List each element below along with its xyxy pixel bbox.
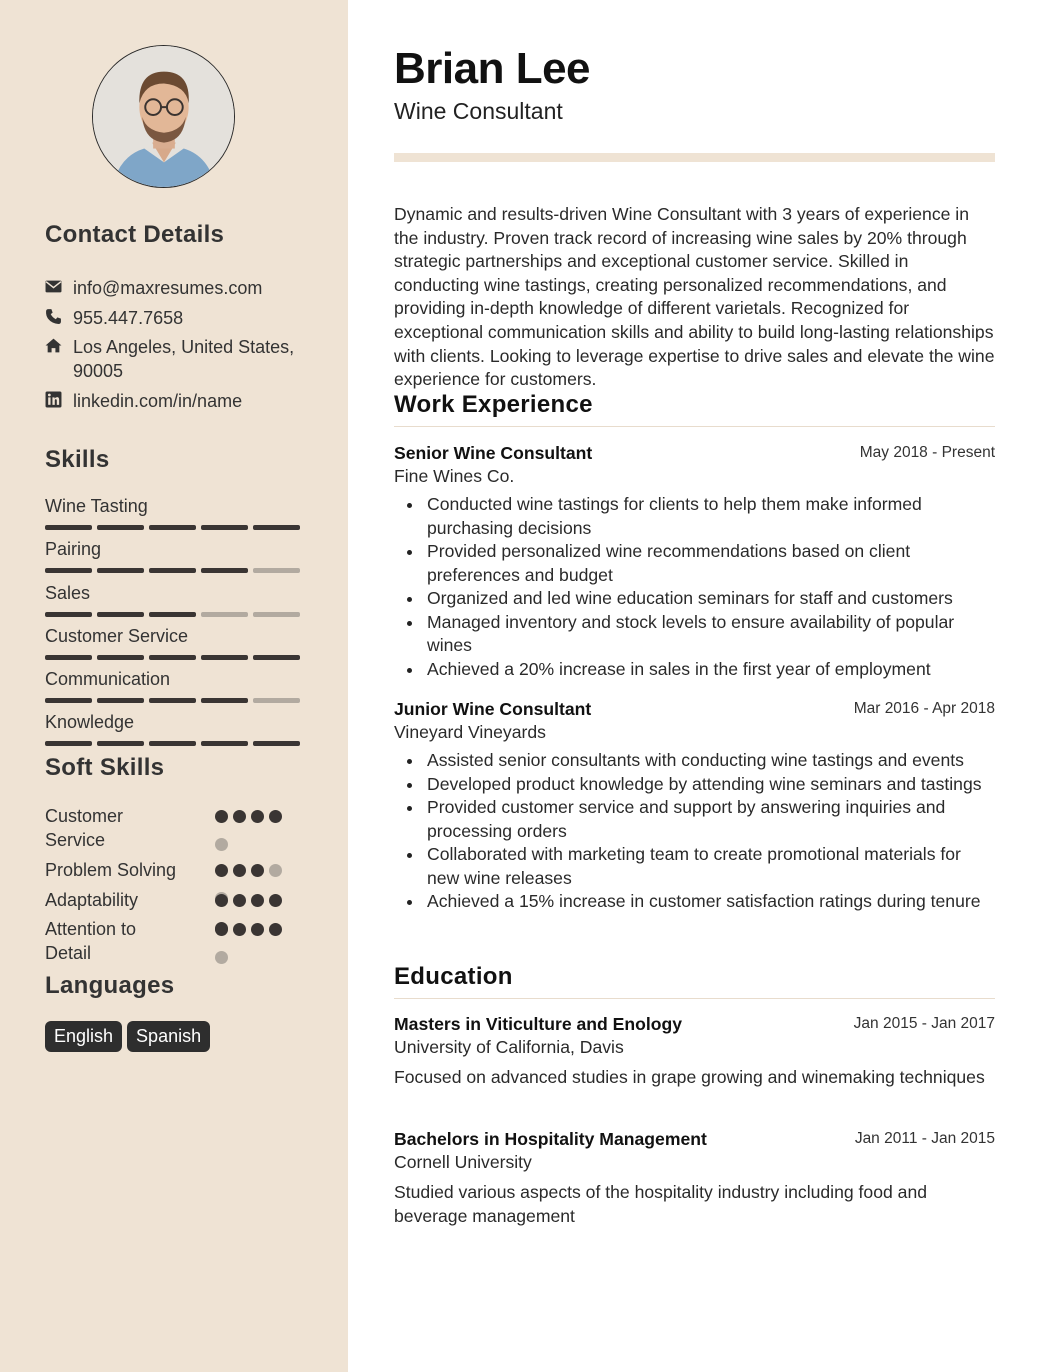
list-item: Provided personalized wine recommendations based on client preferences and budget (394, 540, 995, 587)
soft-skill-item (45, 804, 305, 852)
degree-title: Bachelors in Hospitality Management (394, 1129, 707, 1149)
rating-dot (215, 923, 228, 936)
work-heading: Work Experience (394, 391, 593, 418)
skill-bar-segment (253, 741, 300, 746)
skill-bar-segment (201, 568, 248, 573)
contact-email[interactable] (45, 276, 315, 300)
profile-photo-icon (93, 46, 234, 187)
list-item: Managed inventory and stock levels to ensure availability of popular wines (394, 611, 995, 658)
job-role: Senior Wine Consultant (394, 443, 593, 463)
education-description: Focused on advanced studies in grape growing and winemaking techniques (394, 1067, 985, 1087)
linkedin-icon (45, 391, 63, 409)
rating-dot (251, 923, 264, 936)
skill-bar-segment (253, 525, 300, 530)
skill-label: Pairing (45, 539, 102, 559)
job-bullets (394, 493, 995, 681)
job-date: Mar 2016 - Apr 2018 (853, 700, 995, 717)
job-entry (394, 442, 995, 681)
envelope-icon (45, 278, 63, 296)
skill-bar-segment (45, 568, 92, 573)
skill-level-bar (45, 655, 300, 660)
skill-bar-segment (201, 612, 248, 617)
skill-bar-segment (97, 568, 144, 573)
skill-bar-segment (253, 612, 300, 617)
rating-dot (251, 894, 264, 907)
rating-dot (269, 894, 282, 907)
profile-summary: Dynamic and results-driven Wine Consultant with 3 years of experience in the industry. Proven track record of increasing wine sales by 20% through strategic partnerships and exceptional customer service. Skilled in conducting wine tastings, creating personalized recommendations, and providing in-depth knowledge of different varietals. Recognized for exceptional communication skills and ability to build long-lasting relationships with clients. Looking to leverage expertise to drive sales and elevate the wine experience for customers. (394, 204, 995, 390)
skill-bar-segment (97, 612, 144, 617)
contact-heading: Contact Details (45, 221, 225, 248)
skill-label: Knowledge (45, 712, 135, 732)
skill-bar-segment (97, 525, 144, 530)
soft-skill-label: Attention to Detail (45, 919, 137, 963)
soft-skill-label: Customer Service (45, 806, 124, 850)
rating-dot (251, 864, 264, 877)
skill-bar-segment (201, 655, 248, 660)
skill-level-bar (45, 525, 300, 530)
header-divider (394, 153, 995, 162)
rating-dot (251, 810, 264, 823)
skill-bar-segment (253, 568, 300, 573)
phone-text: 955.447.7658 (73, 308, 184, 328)
list-item: Collaborated with marketing team to create promotional materials for new wine releases (394, 843, 995, 890)
soft-skill-item (45, 888, 305, 912)
list-item: Developed product knowledge by attending wine seminars and tastings (394, 773, 995, 797)
list-item: Assisted senior consultants with conducting wine tastings and events (394, 749, 995, 773)
rating-dot (215, 894, 228, 907)
skill-bar-segment (45, 525, 92, 530)
soft-skill-label: Adaptability (45, 890, 139, 910)
rating-dot (233, 810, 246, 823)
language-list (45, 1021, 210, 1052)
education-heading: Education (394, 963, 513, 990)
candidate-name: Brian Lee (394, 44, 591, 93)
skill-bar-segment (149, 568, 196, 573)
section-divider (394, 426, 995, 427)
job-date: May 2018 - Present (859, 444, 995, 461)
skill-item (45, 711, 305, 733)
rating-dot (233, 923, 246, 936)
skill-bar-segment (45, 655, 92, 660)
skill-item (45, 495, 305, 517)
rating-dot (269, 923, 282, 936)
skill-level-bar (45, 741, 300, 746)
rating-dot (269, 810, 282, 823)
candidate-title: Wine Consultant (394, 98, 563, 124)
education-date: Jan 2015 - Jan 2017 (853, 1015, 995, 1032)
soft-skill-item (45, 858, 305, 882)
rating-dot (215, 838, 228, 851)
skill-bar-segment (45, 698, 92, 703)
rating-dot (233, 894, 246, 907)
rating-dot (215, 810, 228, 823)
language-chip: English (45, 1021, 122, 1052)
education-entry (394, 1013, 995, 1089)
skill-level-bar (45, 698, 300, 703)
school-name: Cornell University (394, 1152, 532, 1172)
linkedin-text: linkedin.com/in/name (73, 391, 243, 411)
list-item: Provided customer service and support by answering inquiries and processing orders (394, 796, 995, 843)
soft-skill-rating (215, 923, 295, 969)
education-date: Jan 2011 - Jan 2015 (854, 1130, 995, 1147)
degree-title: Masters in Viticulture and Enology (394, 1014, 683, 1034)
rating-dot (269, 864, 282, 877)
skill-bar-segment (97, 655, 144, 660)
skill-label: Communication (45, 669, 171, 689)
education-entry (394, 1128, 995, 1228)
skill-bar-segment (149, 655, 196, 660)
skill-bar-segment (45, 741, 92, 746)
skill-bar-segment (201, 698, 248, 703)
email-text: info@maxresumes.com (73, 278, 263, 298)
soft-skill-label: Problem Solving (45, 860, 177, 880)
contact-linkedin[interactable] (45, 389, 315, 413)
job-role: Junior Wine Consultant (394, 699, 592, 719)
soft-skill-item (45, 917, 305, 965)
sidebar (0, 0, 348, 1372)
skill-bar-segment (253, 698, 300, 703)
contact-phone[interactable] (45, 306, 315, 330)
job-company: Vineyard Vineyards (394, 722, 546, 742)
contact-address (45, 335, 315, 383)
rating-dot (215, 951, 228, 964)
job-company: Fine Wines Co. (394, 466, 515, 486)
rating-dot (233, 864, 246, 877)
language-chip: Spanish (127, 1021, 210, 1052)
skill-label: Sales (45, 583, 91, 603)
job-bullets (394, 749, 995, 914)
avatar (92, 45, 235, 188)
phone-icon (45, 308, 63, 326)
list-item: Achieved a 20% increase in sales in the first year of employment (394, 658, 995, 682)
skill-bar-segment (149, 612, 196, 617)
section-divider (394, 998, 995, 999)
skill-bar-segment (97, 698, 144, 703)
rating-dot (215, 864, 228, 877)
list-item: Organized and led wine education seminars for staff and customers (394, 587, 995, 611)
skill-bar-segment (149, 525, 196, 530)
skill-item (45, 582, 305, 604)
list-item: Conducted wine tastings for clients to help them make informed purchasing decisions (394, 493, 995, 540)
skill-label: Customer Service (45, 626, 189, 646)
skill-bar-segment (45, 612, 92, 617)
school-name: University of California, Davis (394, 1037, 624, 1057)
main-content (348, 0, 1040, 1372)
skill-level-bar (45, 568, 300, 573)
skill-bar-segment (253, 655, 300, 660)
skill-item (45, 625, 305, 647)
skill-label: Wine Tasting (45, 496, 148, 516)
languages-heading: Languages (45, 972, 175, 999)
list-item: Achieved a 15% increase in customer satisfaction ratings during tenure (394, 890, 995, 914)
skill-bar-segment (201, 525, 248, 530)
skill-bar-segment (149, 741, 196, 746)
skill-level-bar (45, 612, 300, 617)
skill-bar-segment (149, 698, 196, 703)
soft-skill-rating (215, 810, 295, 856)
job-entry (394, 698, 995, 914)
education-description: Studied various aspects of the hospitality industry including food and beverage management (394, 1182, 928, 1226)
soft-skills-heading: Soft Skills (45, 754, 165, 781)
skill-item (45, 668, 305, 690)
skill-bar-segment (97, 741, 144, 746)
address-text: Los Angeles, United States, 90005 (73, 337, 295, 381)
skill-bar-segment (201, 741, 248, 746)
home-icon (45, 337, 63, 355)
skills-heading: Skills (45, 446, 110, 473)
skill-item (45, 538, 305, 560)
